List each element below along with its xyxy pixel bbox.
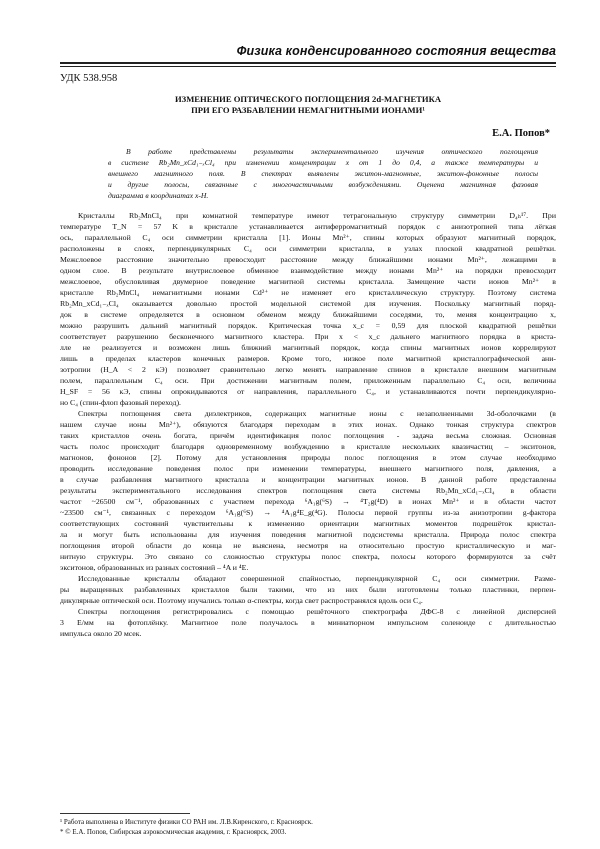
body-line: но C₄ (спин-флоп фазовый переход). [60, 398, 181, 407]
article-title-line-2: ПРИ ЕГО РАЗБАВЛЕНИИ НЕМАГНИТНЫМИ ИОНАМИ¹ [191, 105, 425, 115]
abstract-line: и другие полосы, связанные с многочастичными возбуждениями. Оценена магнитная фазовая [108, 180, 538, 189]
body-line: магнонов, фононов [2]. Потому для установления природы полос поглощения в этом случае необходимо [60, 453, 556, 462]
abstract-line: В работе представлены результаты экспериментального изучения оптического поглощения [126, 147, 538, 156]
footnote-copyright: * © Е.А. Попов, Сибирская аэрокосмическая академия, г. Красноярск, 2003. [60, 828, 287, 836]
body-line: импульса около 20 мсек. [60, 629, 142, 638]
body-line: экситонов, образованных из разных состояний – ⁴A и ⁴E. [60, 563, 249, 572]
body-line: ла и могут быть использованы для изучения поведения магнитной подсистемы кристалла. Природа полос спектра [60, 530, 556, 539]
body-line: нашем случае ионы Mn²⁺), обязуются благодаря переходам в этих ионах. Однако тонкая структура спектров [60, 420, 556, 429]
body-line: одном слое. В результате внутрислоевое обменное взаимодействие между ионами Mn²⁺ на порядки превосходит [60, 266, 556, 275]
body-line: температуре T_N = 57 K в кристалле устанавливается антиферромагнитный порядок с анизотропией типа лёгкая [60, 222, 556, 231]
footnote-rule [60, 813, 190, 814]
body-line: дикулярные оптической оси. Поэтому изучались только α-спектры, когда свет распространялся вдоль оси C₄. [60, 596, 423, 605]
body-line: Кристаллы Rb₂MnCl₄ при комнатной температуре имеют тетрагональную структуру симметрии D₄ₕ¹⁷. При [78, 211, 556, 220]
body-line: H_SF = 56 кЭ, спины опрокидываются от направления, параллельного C₄, и устанавливаются почти перпендикулярно- [60, 387, 556, 396]
body-line: поглощения второй области до конца не выяснена, несмотря на относительно простую кристаллическую и маг- [60, 541, 556, 550]
body-line: расположены в слоях, перпендикулярных C₄ оси симметрии кристалла, в узлах плоской квадратной решётки. [60, 244, 556, 253]
body-line: полем, параллельным C₄ оси. При достижении магнитным полем, приложенным параллельно C₄ оси, величины [60, 376, 556, 385]
body-line: Rb₂Mn_xCd₁₋ₓCl₄ оказывается довольно простой модельной системой для изучения. Поскольку магнитный поряд- [60, 299, 556, 308]
body-line: ось, параллельной C₄ оси симметрии кристалла [1]. Ионы Mn²⁺, спины которых образуют магнитный порядок, [60, 233, 556, 242]
body-line: соответствующих состояний чувствительны к изменению ориентации магнитных моментов подрешёток кристал- [60, 519, 556, 528]
body-line: нитную структуры. Это связано со сложностью структуры полос спектра, полосы которого формируются за счёт [60, 552, 556, 561]
body-line: часть полос происходит благодаря одновременному возбуждению в кристалле нескольких квазичастиц – экситонов, [60, 442, 556, 451]
body-line: результаты экспериментального исследования спектров поглощения света системы Rb₂Mn_xCd₁₋ₓCl₄ в области [60, 486, 556, 495]
body-line: док в системе определяется в основном обменом между ближайшими соседями, то, меняя концентрацию x, [60, 310, 556, 319]
body-line: зотропии (H_A < 2 кЭ) позволяет сравнительно легко менять направление спинов в кристалле внешним магнитным [60, 365, 556, 374]
body-line: Спектры поглощения регистрировались с помощью решёточного спектрографа ДФС-8 с линейной дисперсией [78, 607, 556, 616]
body-line: межслоевое, обусловливая двумерное поведение магнитной системы кристалла. Замещение части ионов Mn²⁺ в [60, 277, 556, 286]
body-line: Межслоевое расстояние значительно превосходит расстояние между ближайшими ионами Mn²⁺, лежащими в [60, 255, 556, 264]
body-line: ры выращенных разбавленных кристаллов были такими, что из них были изготовлены только пластинки, перпен- [60, 585, 556, 594]
body-line: лишь в пределах кластеров конечных размеров. Кроме того, низкое поле магнитной кристаллографической ани- [60, 354, 556, 363]
journal-section-header: Физика конденсированного состояния вещества [236, 44, 556, 58]
udk-code: УДК 538.958 [60, 73, 118, 84]
body-line: таких кристаллов очень богата, причём идентификация полос поглощения - задача весьма сложная. Основная [60, 431, 556, 440]
body-line: Исследованные кристаллы обладают совершенной спайностью, перпендикулярной C₄ оси симметрии. Разме- [78, 574, 556, 583]
body-line: лле не реализуется и возможен лишь ближний магнитный порядок, когда спины магнитных ионов коррелируют [60, 343, 556, 352]
abstract-line: внешнего магнитного поля. В спектрах выявлены экситон-магнонные, экситон-фононные полосы [108, 169, 538, 178]
body-line: можно разрушить дальний магнитный порядок. Критическая точка x_c = 0,59 для плоской квадратной решётки [60, 321, 556, 330]
body-line: в случае разбавления магнитного кристалла и концентрации магнитных ионов. В данной работе представлены [60, 475, 556, 484]
header-rule [60, 62, 556, 64]
body-line: проводить исследование поведения полос при изменении температуры, внешнего магнитного поля, давления, а [60, 464, 556, 473]
footnote-funding: ¹ Работа выполнена в Институте физики СО РАН им. Л.В.Киренского, г. Красноярск. [60, 818, 313, 826]
body-line: частот ~26500 см⁻¹, образованных с участием перехода ⁶A₁g(⁶S) → ⁴T₂g(⁴D) в ионах Mn²⁺ и в области частот [60, 497, 556, 506]
article-body [60, 210, 556, 639]
header-rule-thin [60, 66, 556, 67]
abstract-line: диаграмма в координатах x-H. [108, 191, 209, 200]
body-line: Спектры поглощения света диэлектриков, содержащих магнитные ионы с незаполненными 3d-оболочками (в [78, 409, 556, 418]
abstract [108, 146, 538, 201]
body-line: кристалле Rb₂MnCl₄ немагнитными ионами Cd²⁺ не изменяет его кристаллическую структуру. Поэтому система [60, 288, 556, 297]
author-name: Е.А. Попов* [492, 128, 550, 139]
body-line: соответствует разрушению бесконечного магнитного кластера. При x < x_c дальнего магнитного порядка в криста- [60, 332, 556, 341]
abstract-line: в системе Rb₂Mn_xCd₁₋ₓCl₄ при изменении концентрации x от 1 до 0,4, а также температуры и [108, 158, 538, 167]
body-line: 3 Е/мм на фотоплёнку. Магнитное поле получалось в миниатюрном импульсном соленоиде с длительностью [60, 618, 556, 627]
body-line: ~23500 см⁻¹, связанных с переходом ⁶A₁g(⁶S) → ⁴A₁g⁴E_g(⁴G). Полосы первой группы из-за анизотропии g-фактора [60, 508, 556, 517]
article-title-line-1: ИЗМЕНЕНИЕ ОПТИЧЕСКОГО ПОГЛОЩЕНИЯ 2d-МАГНЕТИКА [174, 94, 442, 104]
